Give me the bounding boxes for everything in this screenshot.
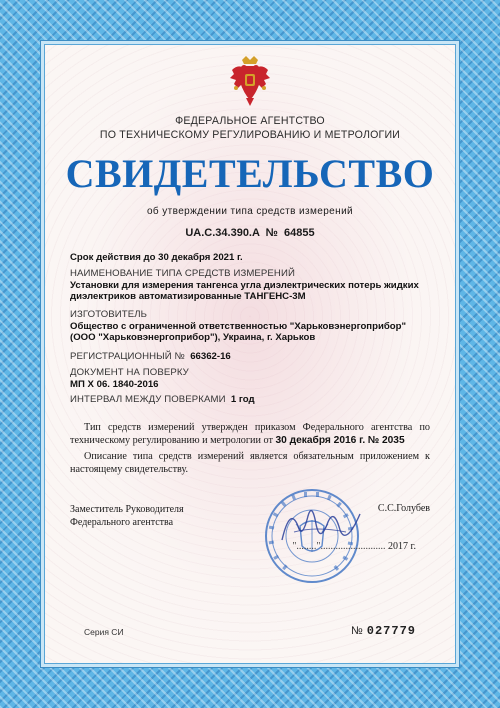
signer-title-line-2: Федерального агентства	[70, 517, 174, 528]
certificate-number: 64855	[284, 227, 315, 239]
manufacturer-line-2: (ООО "Харьковэнергоприбор"), Украина, г. Харьков	[70, 332, 316, 343]
signer-title-line-1: Заместитель Руководителя	[70, 504, 184, 515]
description-text: Описание типа средств измерений является обязательным приложением к настоящему свидетельству.	[70, 451, 430, 475]
serial-number-block	[351, 624, 416, 638]
manufacturer-label: ИЗГОТОВИТЕЛЬ	[70, 309, 148, 320]
verification-doc-block	[70, 367, 430, 390]
validity-block	[70, 252, 430, 264]
description-paragraph	[70, 450, 430, 476]
type-name-line-2: диэлектриков автоматизированные ТАНГЕНС-3М	[70, 291, 306, 302]
interval-label: ИНТЕРВАЛ МЕЖДУ ПОВЕРКАМИ	[70, 394, 226, 405]
verification-doc-value: МП Х 06. 1840-2016	[70, 378, 159, 390]
certificate-number-line	[50, 226, 450, 240]
approval-order: № 2035	[367, 435, 405, 446]
issue-date	[292, 541, 416, 552]
registration-number: 66362-16	[190, 351, 231, 362]
issue-year: 2017 г.	[388, 541, 416, 552]
type-name-line-1: Установки для измерения тангенса угла диэлектрических потерь жидких	[70, 279, 419, 291]
russian-coat-of-arms-icon	[228, 54, 272, 108]
interval-block	[70, 394, 430, 406]
registration-label: РЕГИСТРАЦИОННЫЙ №	[70, 351, 185, 362]
agency-line-1: ФЕДЕРАЛЬНОЕ АГЕНТСТВО	[175, 115, 325, 127]
type-name-block	[70, 268, 430, 303]
approval-text: Тип средств измерений утвержден приказом Федерального агентства по техническому регулированию и метрологии от	[70, 422, 430, 446]
approval-paragraph	[70, 421, 430, 447]
type-name-label: НАИМЕНОВАНИЕ ТИПА СРЕДСТВ ИЗМЕРЕНИЙ	[70, 268, 295, 279]
document-title: СВИДЕТЕЛЬСТВО	[65, 151, 435, 196]
issue-date-dots: "........"..........................	[292, 541, 386, 552]
certificate-number-sign: №	[265, 227, 278, 239]
certificate-code: UA.C.34.390.A	[185, 227, 260, 239]
validity-label: Срок действия до	[70, 252, 156, 263]
approval-date: 30 декабря 2016 г.	[275, 435, 366, 446]
agency-name	[50, 114, 450, 142]
interval-value: 1 год	[230, 394, 255, 405]
serial-number: 027779	[366, 624, 416, 638]
validity-date: 30 декабря 2021 г.	[158, 252, 243, 263]
verification-doc-label: ДОКУМЕНТ НА ПОВЕРКУ	[70, 367, 189, 378]
registration-block	[70, 351, 430, 363]
signer-name: С.С.Голубев	[377, 503, 430, 514]
manufacturer-line-1: Общество с ограниченной ответственностью "Харьковэнергоприбор"	[70, 320, 407, 332]
agency-line-2: ПО ТЕХНИЧЕСКОМУ РЕГУЛИРОВАНИЮ И МЕТРОЛОГИИ	[99, 129, 401, 141]
manufacturer-block	[70, 309, 430, 344]
signer-title	[70, 503, 184, 529]
serial-number-sign: №	[350, 625, 363, 637]
document-subtitle: об утверждении типа средств измерений	[146, 206, 354, 217]
series-label: Серия СИ	[84, 627, 124, 637]
